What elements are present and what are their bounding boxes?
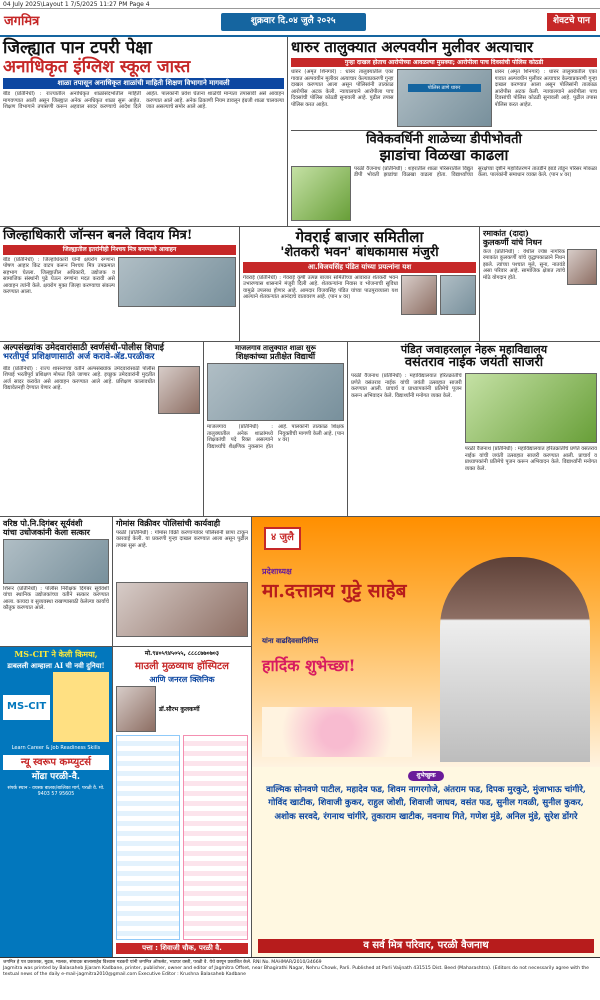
doctor-name: डॉ.सौरभ कुलकर्णी (158, 705, 200, 713)
story8-headline-a: पंडित जवाहरलाल नेहरू महाविद्यालय (400, 343, 548, 356)
photo-sign: पोलिस ठाणे धारुर (408, 84, 481, 92)
story6-headline-b: भरतीपूर्व प्रशिक्षणासाठी अर्ज करावे-ॲड.परळीकर (3, 352, 155, 363)
row-third (0, 342, 600, 517)
story1-body: बीड (प्रतिनिधी) : राज्यातील अनाधिकृत शाळांसंदर्भातील माहिती मागवण्यात आली असून जिल्ह्यात अनेक अनधिकृत शाळा सुरू आहेत. शिक्षण विभागाने तपासणी करून अहवाल सादर करण्याचे आदेश दिले आहेत. पालकांनी प्रवेश घेताना शाळेची मान्यता तपासावी असे आवाहन करण्यात आले आहे. अनेक ठिकाणी नियम डावलून इंग्रजी शाळा चालवल्या जात असल्याचे समोर आले आहे. (3, 91, 284, 111)
felicitation-photo (3, 539, 109, 584)
person-portrait (440, 557, 590, 762)
row-second (0, 227, 600, 342)
story5-headline-b: 'शेतकरी भवन' बांधकामास मंजुरी (280, 244, 439, 260)
print-info: 04 July 2025\Layout 1 7/5/2025 11:27 PM Page 4 (0, 0, 600, 9)
mla-photo (401, 275, 437, 315)
mscit-logo: MS-CIT (3, 695, 50, 720)
story-majalgaon (204, 342, 348, 516)
mscit-advertisement (0, 647, 113, 957)
story8-body: परळी वैजनाथ (प्रतिनिधी) : महाविद्यालयात हरितक्रांतीचे प्रणेते वसंतराव नाईक यांची जयंती उत्साहात साजरी करण्यात आली. प्राचार्य व प्राध्यापकांनी प्रतिमेचे पूजन करून अभिवादन केले. विद्यार्थ्यांनी मनोगत व्यक्त केले. (351, 373, 462, 399)
dp-trees-photo (291, 166, 351, 221)
mscit-tagline: Learn Career & Job Readiness Skills (11, 745, 101, 752)
services-list-left (116, 735, 181, 940)
well-wishers-names: वाल्मिक सोनवणे पाटील, महादेव फड, शिवम नागरगोजे, अंतराम फड, दिपक मुरकुटे, मुंजाभाऊ चांगीरे, गोविंद खाटीक, शिवाजी कुकर, राहुल जोशी, शिवाजी जाधव, वसंत फड, सुनील गवळी, सुनील कुकर, अशोक सरवदे, रंगनाथ चांगीरे, तुकाराम खाटीक, नवनाथ गिते, गणेश मुंडे, अनिल मुंडे, सुरेश डोंगरे (266, 784, 586, 822)
flower-bouquet (262, 707, 412, 757)
imprint (0, 957, 600, 980)
imprint-english: Jagmitra was printed by Balasaheb Jijaram Kadbane, printer, publisher, owner and editor of Jagmitra Offset, near Bhagirathi Nagar, Nehru Chowk, Parli. Published at Parli Vaijnath 431515 Dist. Beed (Maharashtra). (Editors do not necessarily agree with the textual news of the daily e-mail-jagmitra2010@gmail.com Executive Editor : Krushna Balasaheb Kadbane (3, 965, 589, 977)
story1-subhead: शाळा तपासून अनाधिकृत शाळांची माहिती शिक्षण विभागाने मागवली (3, 78, 284, 89)
story9-body: शिरूर (प्रतिनिधी) : पोलीस निरीक्षक दिगंबर सूर्यवंशी यांचा स्थानिक उद्योजकांच्या वतीने सत्कार करण्यात आला. कायदा व सुव्यवस्था राखण्यासाठी केलेल्या कार्याचे कौतुक करण्यात आले. (3, 585, 109, 612)
story1-headline-a: जिल्ह्यात पान टपरी पेक्षा (3, 38, 152, 58)
story-english-schools (0, 37, 288, 226)
hospital-phone: मो.९४०५९४५०५५, ८८८८७७०७०३ (144, 650, 220, 657)
obit-headline-b: कुलकर्णी यांचे निधन (483, 236, 542, 247)
story-dharur (288, 37, 600, 226)
well-wishers-label: शुभेच्छुक (408, 771, 443, 781)
hospital-name: माउली मुळव्याध हॉस्पिटल (135, 660, 229, 672)
police-action-photo (116, 582, 248, 637)
story7-headline-a: माजलगाव तालुक्यात शाळा सुरू (235, 343, 316, 352)
page-section-label: शेवटचे पान (547, 13, 596, 30)
birthday-wish: यांना वाढदिवसानिमित्त (262, 637, 319, 645)
services-list-right (183, 735, 248, 940)
mscit-shop-name: न्यू स्वरूप कम्प्युटर्स (3, 755, 109, 770)
story-police-training (0, 342, 204, 516)
story-police-action (113, 517, 251, 646)
official-photo (440, 275, 476, 315)
students-photo (207, 363, 344, 421)
story9-headline-b: यांचा उधोजकांनी केला सत्कार (3, 526, 90, 537)
story1-headline-b: अनाधिकृत इंग्लिश स्कूल जास्त (3, 56, 191, 77)
story4-subhead: जिल्ह्यातील इतरांनीही निश्चय मित्र बनण्याचे आवाहन (3, 245, 236, 255)
doctor-portrait (116, 686, 156, 732)
bottom-left-column (0, 517, 252, 957)
imprint-marathi: जगमित्र हे पत्र प्रकाशक, मुद्रक, मालक, संपादक बालासाहेब विश्वास गडकरी यांनी जगमित्र ऑफसेट, भाटघर वस्ती, परळी वै. येथे छापून प्रकाशित केले. RNI No. MAHMAR/2010/34669 (3, 960, 322, 965)
row-top (0, 37, 600, 227)
row-bottom (0, 517, 600, 957)
story7-headline-b: शिक्षकांच्या प्रतीक्षेत विद्यार्थी (235, 350, 316, 361)
story2-body: धारुर (अमृत शिनगारे) : धारुर तालुक्यातील एका गावात अल्पवयीन मुलीवर अत्याचार केल्याप्रकरणी गुन्हा दाखल करण्यात आला असून पोलिसांनी तात्काळ आरोपीस अटक केली. न्यायालयाने आरोपीला पाच दिवसांची पोलिस कोठडी सुनावली आहे. पुढील तपास पोलिस करत आहेत. (291, 69, 394, 108)
birthday-greeting: हार्दिक शुभेच्छा! (262, 656, 356, 675)
mscit-headline-b: डाबलली आम्हाला AI ची नवी दुनिया! (7, 660, 105, 670)
newspaper-logo: जगमित्र (4, 13, 40, 29)
story-obituary (480, 227, 600, 341)
story2-headline: धारुर तालुक्यात अल्पवयीन मुलीवर अत्याचार (291, 38, 533, 56)
obit-body: केज (प्रतिनिधी) : येथील ज्येष्ठ नागरिक रमाकांत कुलकर्णी यांचे वृद्धापकाळाने निधन झाले. त्यांच्या पश्चात मुले, सुना, नातवंडे असा परिवार आहे. सामाजिक क्षेत्रात त्यांचे मोठे योगदान होते. (483, 248, 565, 281)
story-nehru-college (348, 342, 600, 516)
mscit-student-photo (53, 672, 109, 742)
advocate-portrait (158, 366, 200, 414)
story3-body: परळी वैजनाथ (प्रतिनिधी) : शहरातील शाळा परिसरातील विद्युत डीपी भोवती झाडांचा विळखा वाढला होता. विद्यार्थ्यांच्या सुरक्षेच्या दृष्टीने महावितरणने तातडीने झाडे तोडून परिसर मोकळा केला. पालकांनी समाधान व्यक्त केले. (पान ४ वर) (354, 165, 597, 179)
birthday-name: मा.दत्तात्रय गुट्टे साहेब (262, 580, 407, 602)
birthday-advertisement (252, 517, 600, 957)
obit-headline-a: रमाकांत (दादा) (483, 228, 529, 238)
story5-subhead: आ.विजयसिंह पंडित यांच्या प्रयत्नांना यश (243, 262, 476, 273)
hospital-subname: आणि जनरल क्लिनिक (149, 673, 215, 684)
story4-body: बीड (प्रतिनिधी) : जिल्हाधिकारी यांनी क्षयरोग रुग्णांना पोषण आहार किट वाटप करून निश्चय मित्र उपक्रमात सहभाग घेतला. जिल्ह्यातील अधिकारी, उद्योजक व सामाजिक संस्थांनी पुढे येऊन रुग्णांना मदत करावी असे आवाहन त्यांनी केले. क्षयरोग मुक्त जिल्हा करण्याचा संकल्प करण्यात आला. (3, 256, 115, 296)
story7-body: माजलगाव (प्रतिनिधी) : तालुक्यातील अनेक शाळांमध्ये शिक्षकांची पदे रिक्त असल्याने विद्यार्थ्यांचे शैक्षणिक नुकसान होत आहे. पालकांनी तात्काळ शिक्षक नियुक्तीची मागणी केली आहे. (पान ४ वर) (207, 424, 344, 450)
story2-subhead: गुन्हा दाखल होताच आरोपीच्या आवळल्या मुसक्या; आरोपीला पाच दिवसांची पोलिस कोठडी (291, 58, 597, 68)
story8-headline-b: वसंतराव नाईक जयंती साजरी (404, 355, 544, 371)
story5-body: गेवराई (प्रतिनिधी) : गेवराई कृषी उत्पन्न बाजार समितीच्या आवारात शेतकरी भवन उभारण्यास शासनाने मंजुरी दिली आहे. शेतकऱ्यांना निवास व भोजनाची सुविधा यामुळे उपलब्ध होणार आहे. आमदार विजयसिंह पंडित यांच्या पाठपुराव्याला यश आल्याने शेतकऱ्यांत आनंदाचे वातावरण आहे. (पान ४ वर) (243, 274, 398, 301)
story6-body: बीड (प्रतिनिधी) : राज्य शासनाच्या वतीने अल्पसंख्यांक उमेदवारांसाठी पोलीस शिपाई भरतीपूर्व प्रशिक्षण मोफत दिले जाणार आहे. इच्छुक उमेदवारांनी मुदतीत अर्ज सादर करावेत असे आवाहन करण्यात आले आहे. प्रशिक्षण कालावधीत विद्यावेतनही देण्यात येणार आहे. (3, 365, 155, 392)
mscit-headline-a: MS-CIT ने केली किमया, (14, 649, 98, 659)
mscit-address: संपर्क स्थान - वयस्क बालक/बालिका मार्ग, परळी वै. मो. 9403 57 95605 (7, 785, 105, 797)
story5-headline-a: गेवराई बाजार समितीला (295, 228, 424, 246)
story3-headline-a: विवेकवर्धिनी शाळेच्या डीपीभोवती (366, 132, 522, 147)
story10-body: परळी (प्रतिनिधी) : गोमांस विक्री करणाऱ्यांवर पोलिसांनी छापा टाकून कारवाई केली. या प्रकरणी गुन्हा दाखल करण्यात आला असून पुढील तपास सुरू आहे. (115, 529, 248, 549)
story6-headline-a: अल्पसंख्यांक उमेदवारांसाठी स्वर्णसंधी-पोलीस शिपाई (3, 343, 164, 353)
story-collector (0, 227, 240, 341)
hospital-advertisement (113, 647, 251, 957)
story10-headline: गोमांस विक्रीवर पोलिसांची कार्यवाही (115, 518, 221, 528)
issue-date: शुक्रवार दि.०४ जुलै २०२५ (221, 13, 366, 30)
story2-body-cont: धारुर (अमृत शिनगारे) : धारुर तालुक्यातील एका गावात अल्पवयीन मुलीवर अत्याचार केल्याप्रकरणी गुन्हा दाखल करण्यात आला असून पोलिसांनी तात्काळ आरोपीस अटक केली. न्यायालयाने आरोपीला पाच दिवसांची पोलिस कोठडी सुनावली आहे. पुढील तपास पोलिस करत आहेत. (494, 69, 597, 108)
story4-headline: जिल्हाधिकारी जॉन्सन बनले विदाय मित्र! (3, 228, 193, 243)
collector-photo (118, 257, 236, 307)
story-gevrai (240, 227, 480, 341)
college-event-photo (465, 373, 597, 443)
story8-body-cont: परळी वैजनाथ (प्रतिनिधी) : महाविद्यालयात हरितक्रांतीचे प्रणेते वसंतराव नाईक यांची जयंती उत्साहात साजरी करण्यात आली. प्राचार्य व प्राध्यापकांनी प्रतिमेचे पूजन करून अभिवादन केले. विद्यार्थ्यांनी मनोगत व्यक्त केले. (464, 446, 597, 472)
masthead (0, 9, 600, 37)
police-station-photo (397, 69, 492, 127)
birthday-date-badge: ४ जुलै (264, 527, 301, 550)
birthday-footer: व सर्व मित्र परिवार, परळी वैजनाथ (258, 939, 594, 954)
mscit-shop-location: मोंढा परळी-वै. (31, 771, 81, 782)
story3-headline-b: झाडांचा विळखा काढला (379, 146, 509, 165)
hospital-address: पत्ता : शिवाजी चौक, परळी वै. (116, 943, 248, 954)
birthday-title: प्रदेशाध्यक्ष (262, 567, 292, 576)
obit-portrait (567, 249, 597, 285)
story-felicitation (0, 517, 113, 646)
story-dp-trees (291, 130, 597, 221)
story9-headline-a: वरिष्ठ पो.नि.दिगंबर सूर्यवंशी (3, 518, 83, 528)
